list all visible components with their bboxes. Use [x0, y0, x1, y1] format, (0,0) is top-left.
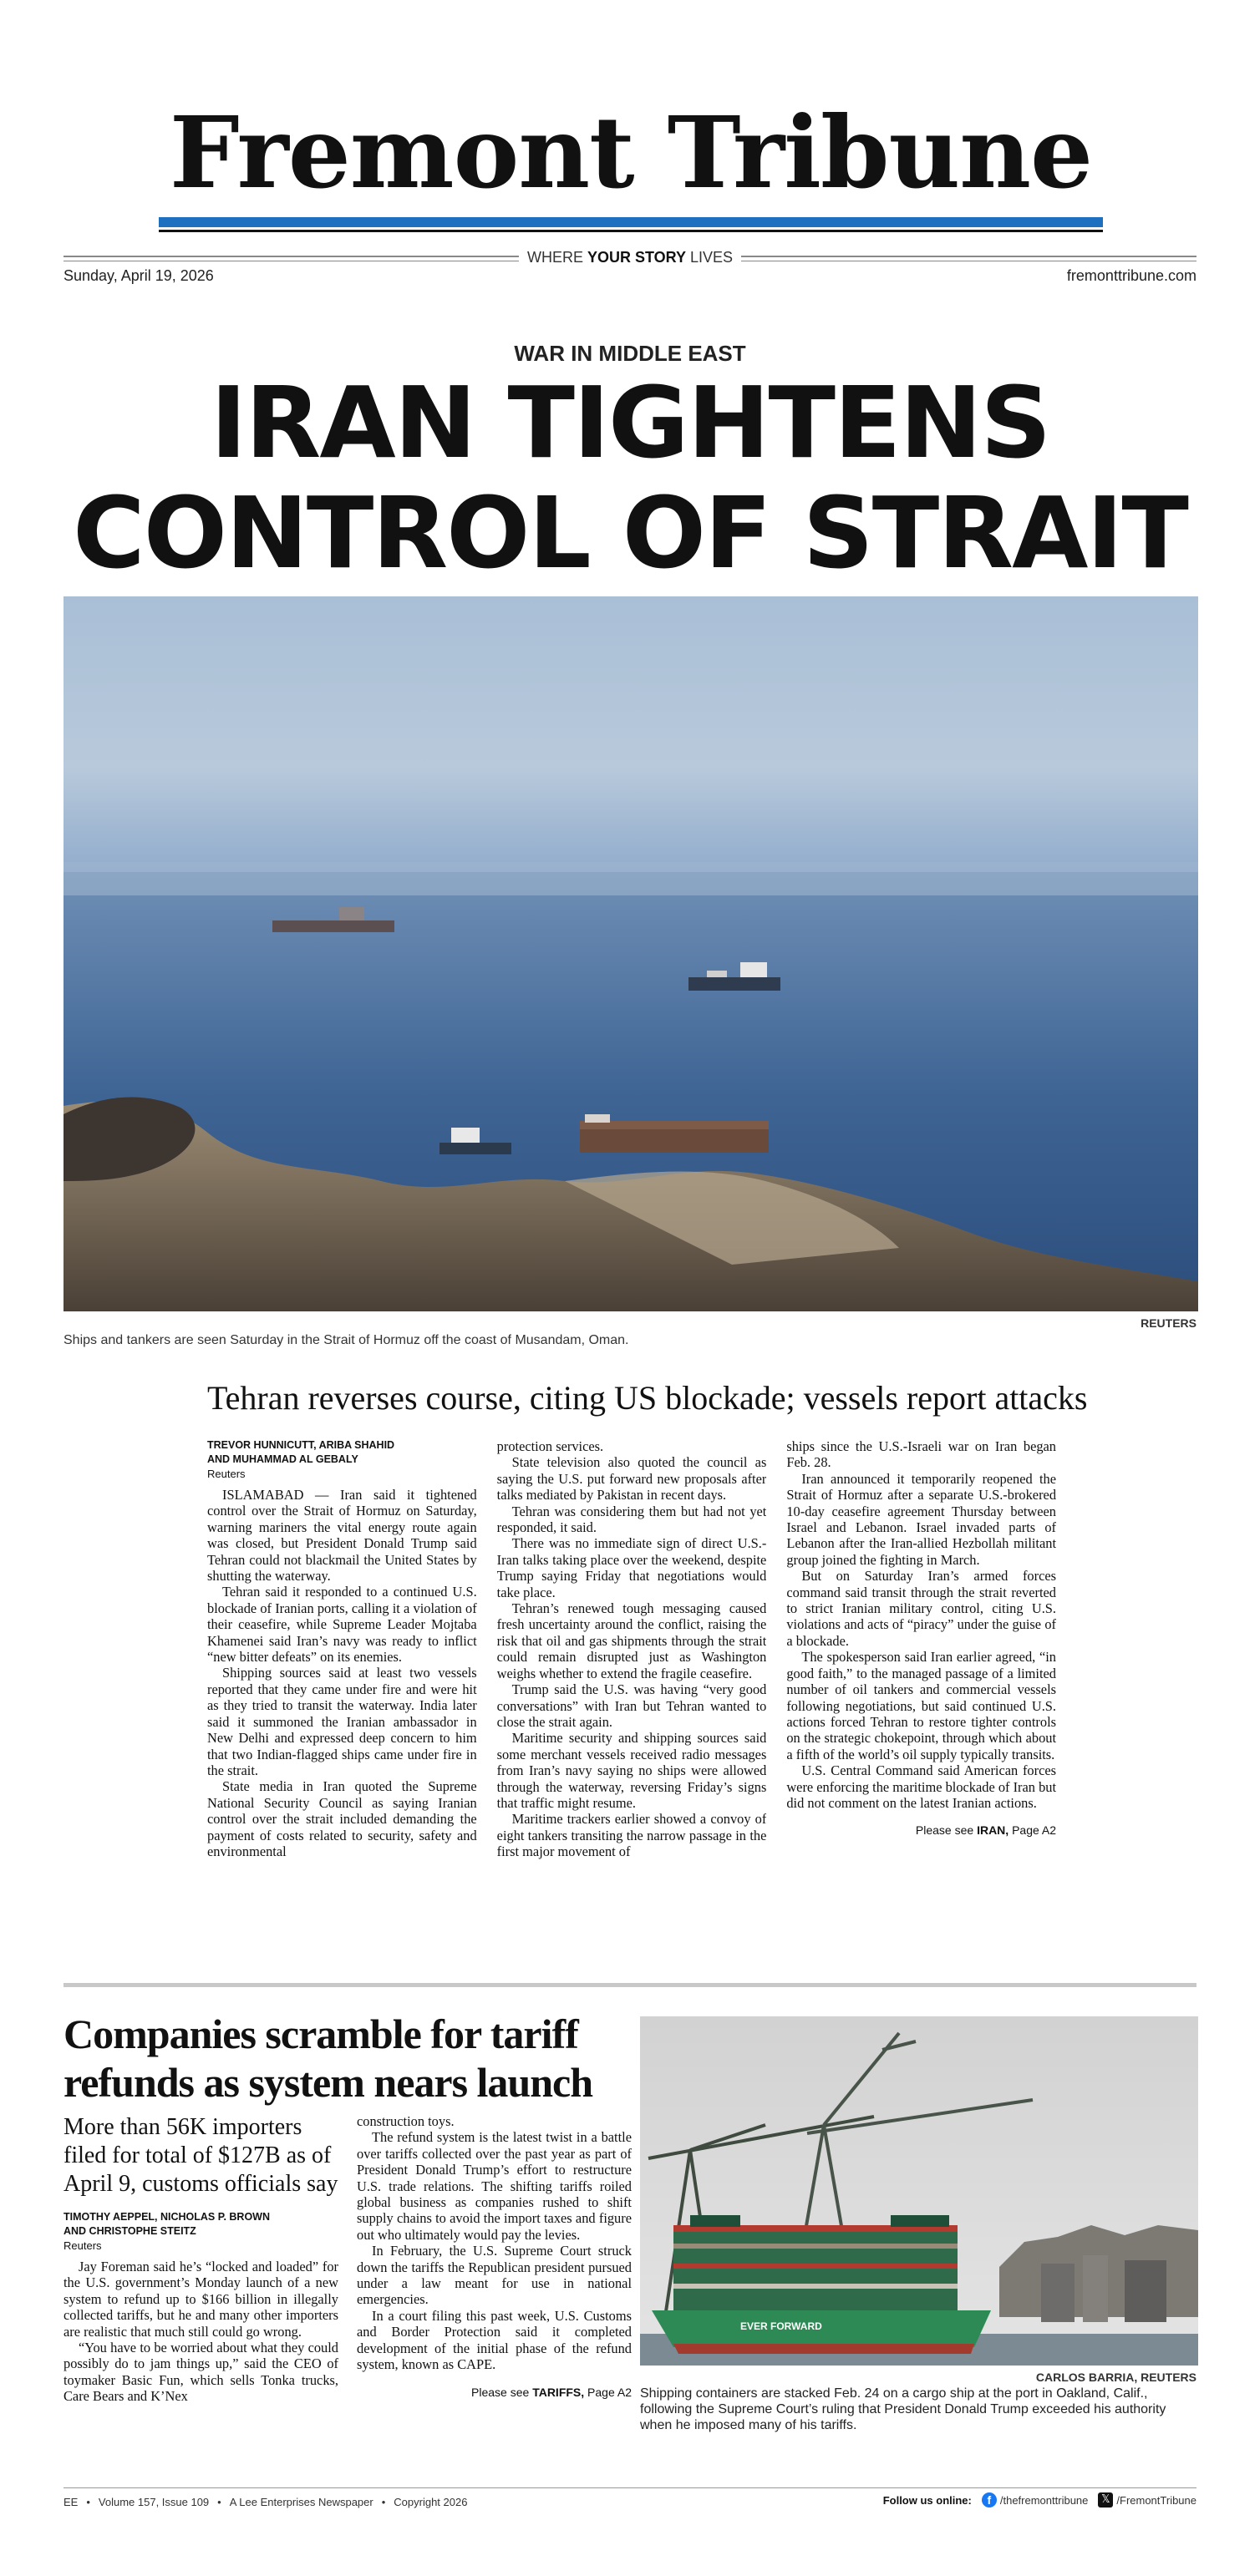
- story2-agency: Reuters: [64, 2239, 102, 2252]
- facebook-link[interactable]: [982, 2492, 1089, 2508]
- jump-pre: Please see: [471, 2385, 533, 2399]
- lead-paragraph: The spokesperson said Iran earlier agreed, “in good faith,” to the managed passage of a limited number of oil tankers and commercial vessels following negotiations, but said continued U.S. actions forced Tehran to restore tighter controls on the strategic chokepoint, through which about a fifth of the world’s oil supply typically transits.: [786, 1649, 1057, 1762]
- lead-photo-caption: Ships and tankers are seen Saturday in the Strait of Hormuz off the coast of Musandam, Oman.: [64, 1333, 629, 1347]
- publisher-note: A Lee Enterprises Newspaper: [229, 2496, 373, 2508]
- cargo-ship-photo: [640, 2016, 1198, 2366]
- lead-paragraph: Maritime security and shipping sources said some merchant vessels received radio messages from Iran’s navy saying no ships were allowed through the waterway, reversing Friday’s signs that traffic might resume.: [496, 1730, 767, 1811]
- lead-photo[interactable]: [64, 596, 1198, 1311]
- lead-column-1: [207, 1438, 477, 1923]
- lead-headline[interactable]: IRAN TIGHTENS CONTROL OF STRAIT: [73, 365, 1187, 591]
- lead-paragraph: ships since the U.S.-Israeli war on Iran began Feb. 28.: [786, 1438, 1057, 1471]
- facebook-icon: f: [982, 2492, 997, 2508]
- story2-column-2: [357, 2113, 632, 2447]
- lead-kicker: WAR IN MIDDLE EAST: [514, 341, 746, 366]
- lead-paragraph: But on Saturday Iran’s armed forces command said transit through the strait reverted to strict Iranian military control, citing U.S. violations and acts of “piracy” under the guise of a blockade.: [786, 1568, 1057, 1649]
- lead-paragraph: Maritime trackers earlier showed a convoy of eight tankers transiting the narrow passage in the first major movement of: [496, 1811, 767, 1860]
- story2-photo-caption: Shipping containers are stacked Feb. 24 on a cargo ship at the port in Oakland, Calif., following the Supreme Court’s ruling that President Donald Trump exceeded his authority when he imposed many of his tariffs.: [640, 2386, 1166, 2432]
- story2-article-body: [64, 2113, 632, 2447]
- story2-paragraph: In February, the U.S. Supreme Court struck down the tariffs the Republican president pursued under a law meant for use in national emergencies.: [357, 2243, 632, 2308]
- masthead-thin-rule: [159, 230, 1103, 232]
- ship-name-label: EVER FORWARD: [740, 2320, 822, 2332]
- lead-byline-1: TREVOR HUNNICUTT, ARIBA SHAHID: [207, 1439, 395, 1451]
- lead-deck: Tehran reverses course, citing US blockade; vessels report attacks: [207, 1379, 1088, 1417]
- masthead: [159, 90, 1103, 232]
- jump-target: TARIFFS,: [532, 2385, 585, 2399]
- story2-paragraph: In a court filing this past week, U.S. Customs and Border Protection said it completed development of the initial phase of the refund system, known as CAPE.: [357, 2307, 632, 2373]
- footer-info: EE • Volume 157, Issue 109 • A Lee Enterprises Newspaper • Copyright 2026: [64, 2496, 468, 2508]
- dateline: [64, 249, 1196, 282]
- lead-paragraph: State television also quoted the council as saying the U.S. put forward new proposals after talks mediated by Pakistan in recent days.: [496, 1454, 767, 1504]
- x-icon: 𝕏: [1098, 2492, 1113, 2508]
- masthead-title[interactable]: Fremont Tribune: [169, 94, 1093, 210]
- lead-paragraph: Trump said the U.S. was having “very good conversations” with Iran but Tehran wanted to close the strait again.: [496, 1681, 767, 1730]
- lead-byline-2: AND MUHAMMAD AL GEBALY: [207, 1453, 358, 1465]
- jump-post: Page A2: [584, 2385, 632, 2399]
- lead-paragraph: Iran announced it temporarily reopened the Strait of Hormuz after a separate U.S.-brokered 10-day ceasefire agreement Thursday between Israel and Lebanon. Israel invaded parts of Lebanon after the Iran-allied Hezbollah militant group joined the fighting in March.: [786, 1470, 1057, 1568]
- lead-photo-credit: REUTERS: [1141, 1316, 1196, 1330]
- story2-jump-link[interactable]: [357, 2385, 632, 2401]
- lead-paragraph: Tehran said it responded to a continued U.S. blockade of Iranian ports, calling it a violation of their ceasefire, while Supreme Leader Mojtaba Khamenei said Iran’s navy was ready to inflict “new bitter defeats” on its enemies.: [207, 1584, 477, 1666]
- lead-paragraph: Tehran was considering them but had not yet responded, it said.: [496, 1503, 767, 1536]
- story2-paragraph: “You have to be worried about what they could possibly do to jam things up,” said the CEO of toymaker Basic Fun, which sells Tonka trucks, Care Bears and K’Nex: [64, 2340, 338, 2405]
- section-divider: [64, 1983, 1196, 1987]
- x-link[interactable]: [1098, 2492, 1196, 2508]
- lead-column-2: [497, 1438, 767, 1923]
- tagline-bold: YOUR STORY: [587, 249, 686, 266]
- volume-issue: Volume 157, Issue 109: [98, 2496, 210, 2508]
- story2-paragraph: The refund system is the latest twist in a battle over tariffs collected over the past year as part of President Donald Trump’s effort to restructure U.S. trade relations. The shifting tariffs roiled global business as companies rushed to shift supply chains to avoid the import taxes and figure out who ultimately would pay the levies.: [357, 2129, 632, 2243]
- story2-column-1: [64, 2113, 338, 2447]
- jump-target: IRAN,: [977, 1823, 1009, 1838]
- lead-paragraph: There was no immediate sign of direct U.S.-Iran talks taking place over the weekend, despite Trump saying Friday that negotiations would take place.: [496, 1535, 767, 1600]
- lead-column-3: [786, 1438, 1056, 1923]
- footer-rule: [64, 2487, 1196, 2488]
- story2-paragraph: construction toys.: [357, 2113, 455, 2129]
- lead-article-body: [207, 1438, 1056, 1923]
- lead-paragraph: Tehran’s renewed tough messaging caused fresh uncertainty around the conflict, raising the risk that oil and gas shipments through the strait could remain disrupted just as Washington weighs whether to extend the fragile ceasefire.: [496, 1600, 767, 1681]
- story2-photo[interactable]: [640, 2016, 1198, 2366]
- jump-post: Page A2: [1009, 1823, 1057, 1838]
- story2-byline-2: AND CHRISTOPHE STEITZ: [64, 2225, 196, 2237]
- tagline-pre: WHERE: [526, 249, 587, 266]
- footer-social: [883, 2492, 1196, 2508]
- lead-agency: Reuters: [207, 1468, 246, 1480]
- lead-paragraph: U.S. Central Command said American forces were enforcing the maritime blockade of Iran but did not comment on the latest Iranian actions.: [786, 1762, 1057, 1811]
- story2-photo-credit: CARLOS BARRIA, REUTERS: [1035, 2371, 1196, 2384]
- lead-paragraph: protection services.: [496, 1438, 604, 1454]
- story2-byline-1: TIMOTHY AEPPEL, NICHOLAS P. BROWN: [64, 2211, 271, 2223]
- container-stack: [673, 2215, 958, 2317]
- story2-deck: More than 56K importers filed for total of $127B as of April 9, customs officials say: [64, 2114, 338, 2197]
- issue-date: Sunday, April 19, 2026: [64, 267, 214, 284]
- website-link[interactable]: fremonttribune.com: [1066, 267, 1196, 284]
- story2-paragraph: Jay Foreman said he’s “locked and loaded” for the U.S. government’s Monday launch of a new system to refund up to $166 billion in illegally collected tariffs, but he and many other importers are realistic that much still could go wrong.: [64, 2259, 338, 2340]
- copyright: Copyright 2026: [394, 2496, 468, 2508]
- x-handle: /FremontTribune: [1116, 2493, 1196, 2507]
- lead-paragraph: ISLAMABAD — Iran said it tightened control over the Strait of Hormuz on Saturday, warning mariners the vital energy route again was closed, but President Donald Trump said Tehran could not blackmail the United States by shutting the waterway.: [207, 1487, 477, 1585]
- story2-headline[interactable]: Companies scramble for tariff refunds as system nears launch: [64, 2011, 593, 2106]
- masthead-blue-rule: [159, 217, 1103, 227]
- tagline: [519, 249, 741, 266]
- strait-of-hormuz-photo: [64, 596, 1198, 1311]
- facebook-handle: /thefremonttribune: [999, 2493, 1089, 2507]
- lead-paragraph: Shipping sources said at least two vessels reported that they came under fire and were hit as they tried to transit the waterway. India later said it summoned the Iranian ambassador in New Delhi and expressed deep concern to him that two Indian-flagged ships came under fire in the strait.: [207, 1665, 477, 1778]
- jump-pre: Please see: [915, 1823, 978, 1838]
- edition-code: EE: [64, 2496, 79, 2508]
- lead-paragraph: State media in Iran quoted the Supreme National Security Council as saying Iranian control over the strait included demanding the payment of costs related to security, safety and environmental: [207, 1778, 477, 1859]
- tagline-post: LIVES: [686, 249, 734, 266]
- follow-label: Follow us online:: [882, 2493, 972, 2507]
- lead-jump-link[interactable]: [786, 1823, 1056, 1838]
